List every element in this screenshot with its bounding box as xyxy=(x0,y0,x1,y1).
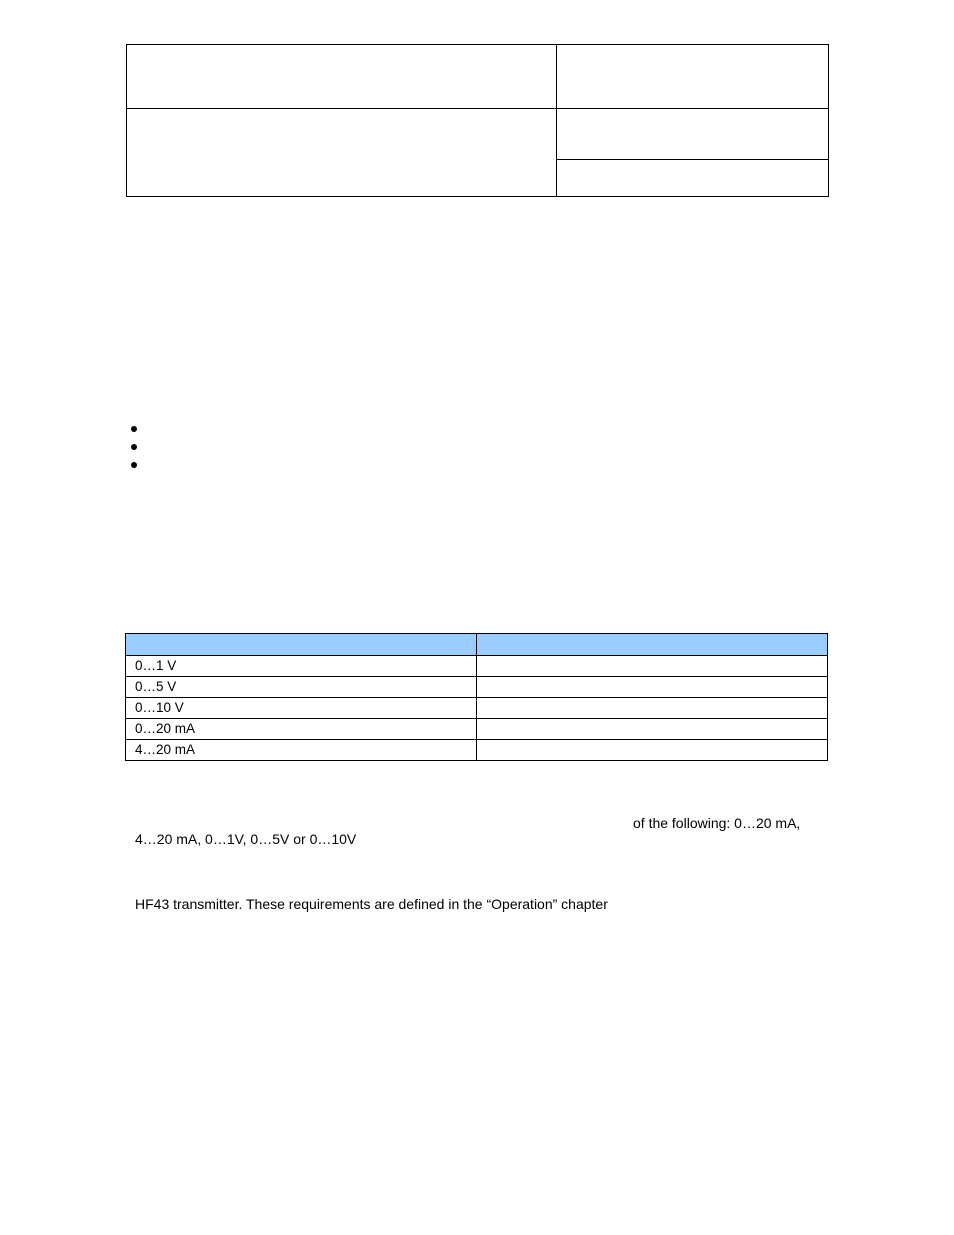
table-cell: 4…20 mA xyxy=(126,740,477,761)
bullet-icon xyxy=(131,462,137,468)
table-row xyxy=(126,677,828,698)
paragraph-text: HF43 transmitter. These requirements are defined in the “Operation” chapter xyxy=(135,896,608,912)
table-cell: 0…5 V xyxy=(126,677,477,698)
table-row xyxy=(126,698,828,719)
table-header-row xyxy=(126,634,828,656)
table-cell: 0…20 mA xyxy=(126,719,477,740)
header-table xyxy=(126,44,829,197)
table-row xyxy=(126,719,828,740)
table-cell: 0…1 V xyxy=(126,656,477,677)
paragraph-text: 4…20 mA, 0…1V, 0…5V or 0…10V xyxy=(135,831,357,847)
table-cell xyxy=(477,740,828,761)
table-cell xyxy=(477,698,828,719)
table-cell xyxy=(477,719,828,740)
bullet-icon xyxy=(131,444,137,450)
table-row xyxy=(126,656,828,677)
header-table-row-divider xyxy=(127,108,828,109)
header-table-subrow-divider xyxy=(556,159,828,160)
column-header xyxy=(126,634,477,656)
header-table-divider xyxy=(556,45,557,196)
table-cell xyxy=(477,656,828,677)
bullet-icon xyxy=(131,426,137,432)
table-cell: 0…10 V xyxy=(126,698,477,719)
paragraph-text: of the following: 0…20 mA, xyxy=(633,815,801,831)
column-header xyxy=(477,634,828,656)
table-cell xyxy=(477,677,828,698)
signal-table xyxy=(125,633,828,761)
table-row xyxy=(126,740,828,761)
